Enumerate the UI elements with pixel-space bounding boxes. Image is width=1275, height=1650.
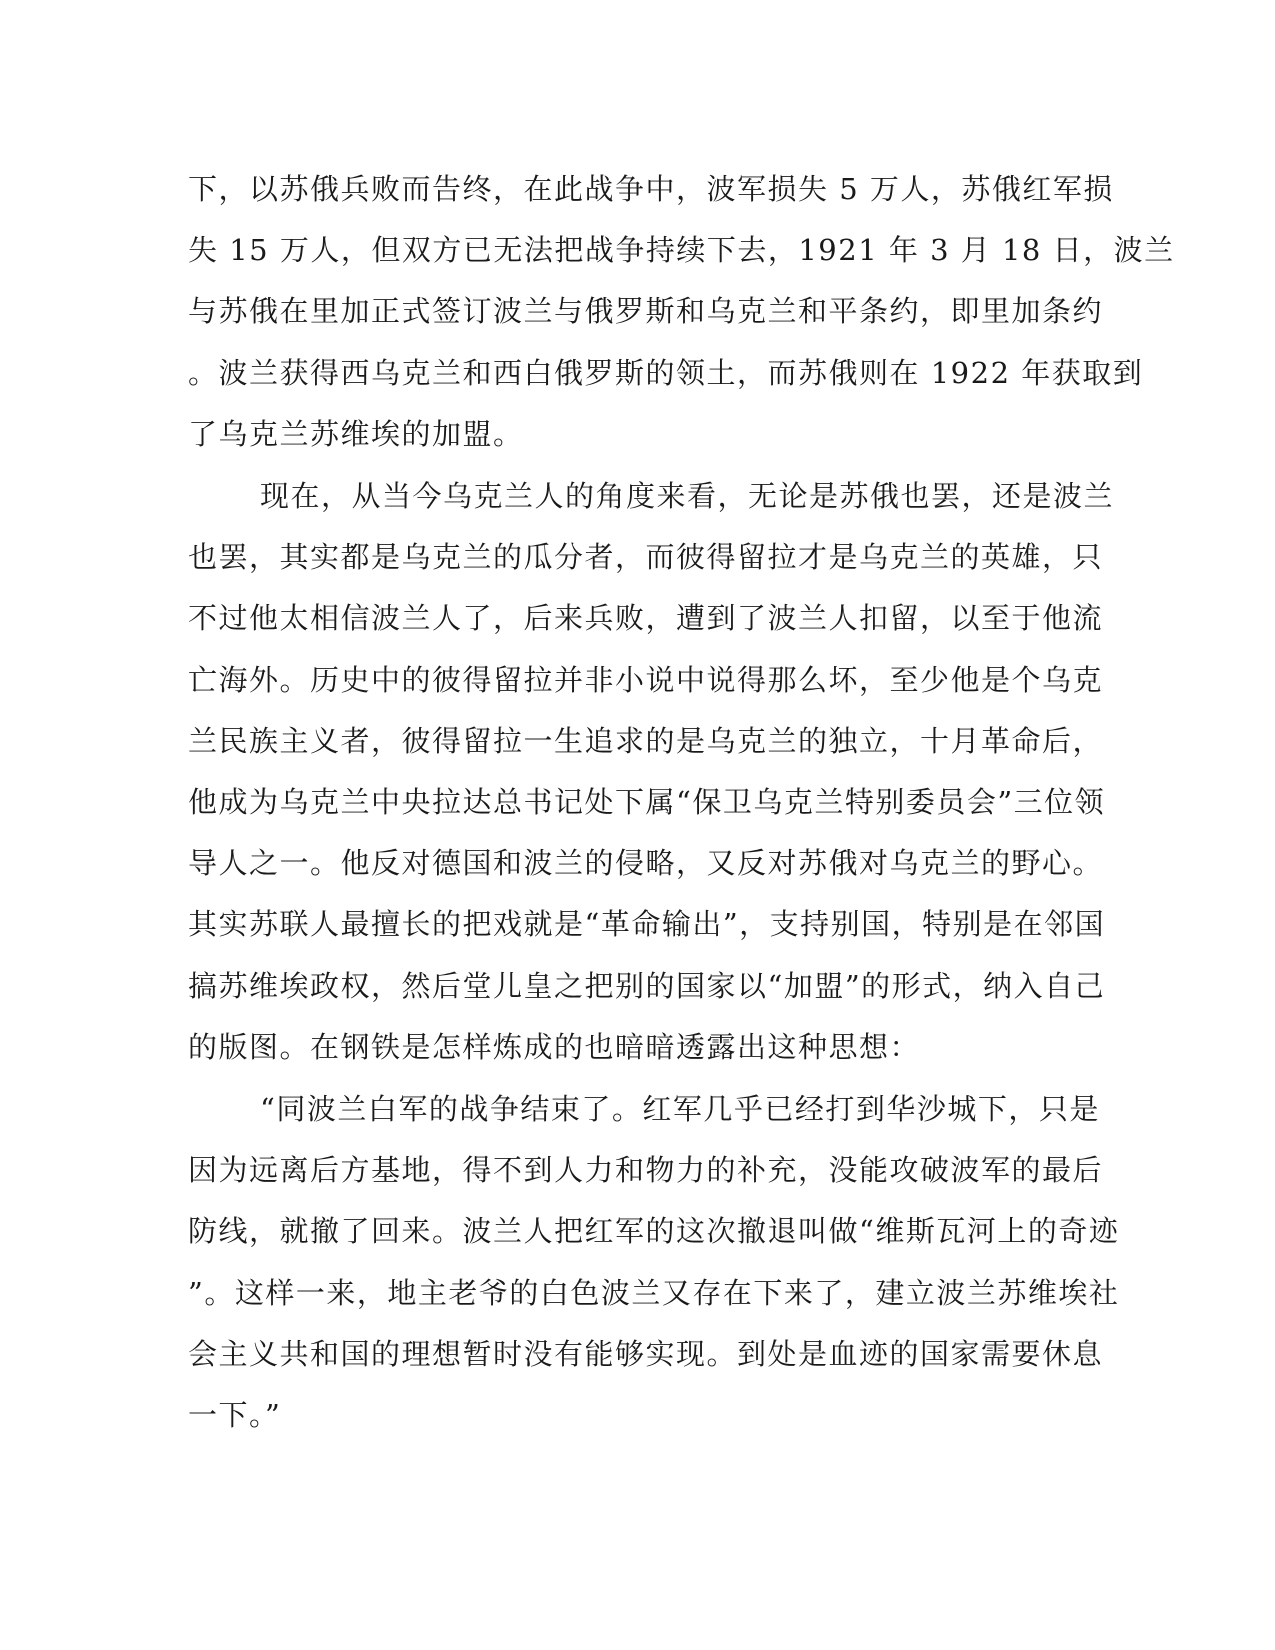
text-line: 与苏俄在里加正式签订波兰与俄罗斯和乌克兰和平条约，即里加条约 xyxy=(188,294,1104,329)
text-line: 一下。” xyxy=(188,1397,282,1432)
text-line: 。波兰获得西乌克兰和西白俄罗斯的领土，而苏俄则在 1922 年获取到 xyxy=(188,355,1144,390)
text-line: 也罢，其实都是乌克兰的瓜分者，而彼得留拉才是乌克兰的英雄，只 xyxy=(188,540,1104,575)
paragraph-1 xyxy=(188,159,1175,465)
text-line: 其实苏联人最擅长的把戏就是“革命输出”，支持别国，特别是在邻国 xyxy=(188,907,1106,942)
text-line: 搞苏维埃政权，然后堂儿皇之把别的国家以“加盟”的形式，纳入自己 xyxy=(188,968,1106,1003)
text-line: 了乌克兰苏维埃的加盟。 xyxy=(188,416,524,451)
text-line: “同波兰白军的战争结束了。红军几乎已经打到华沙城下，只是 xyxy=(260,1092,1100,1126)
quote-paragraph xyxy=(188,1079,1120,1446)
text-line: 不过他太相信波兰人了，后来兵败，遭到了波兰人扣留，以至于他流 xyxy=(188,601,1104,636)
text-line: 兰民族主义者，彼得留拉一生追求的是乌克兰的独立，十月革命后， xyxy=(188,723,1104,758)
text-line: 因为远离后方基地，得不到人力和物力的补充，没能攻破波军的最后 xyxy=(188,1153,1104,1188)
text-line: 失 15 万人，但双方已无法把战争持续下去，1921 年 3 月 18 日，波兰 xyxy=(188,233,1175,268)
text-line: 亡海外。历史中的彼得留拉并非小说中说得那么坏，至少他是个乌克 xyxy=(188,662,1104,697)
paragraph-2 xyxy=(188,466,1115,1078)
text-line: 现在，从当今乌克兰人的角度来看，无论是苏俄也罢，还是波兰 xyxy=(260,479,1115,513)
text-line: 防线，就撤了回来。波兰人把红军的这次撤退叫做“维斯瓦河上的奇迹 xyxy=(188,1214,1120,1249)
text-line: 的版图。在钢铁是怎样炼成的也暗暗透露出这种思想： xyxy=(188,1029,921,1064)
text-line: 下，以苏俄兵败而告终，在此战争中，波军损失 5 万人，苏俄红军损 xyxy=(188,172,1114,206)
text-line: 他成为乌克兰中央拉达总书记处下属“保卫乌克兰特别委员会”三位领 xyxy=(188,784,1106,819)
text-line: ”。这样一来，地主老爷的白色波兰又存在下来了，建立波兰苏维埃社 xyxy=(188,1275,1120,1310)
text-line: 会主义共和国的理想暂时没有能够实现。到处是血迹的国家需要休息 xyxy=(188,1336,1104,1371)
text-line: 导人之一。他反对德国和波兰的侵略，又反对苏俄对乌克兰的野心。 xyxy=(188,846,1104,881)
